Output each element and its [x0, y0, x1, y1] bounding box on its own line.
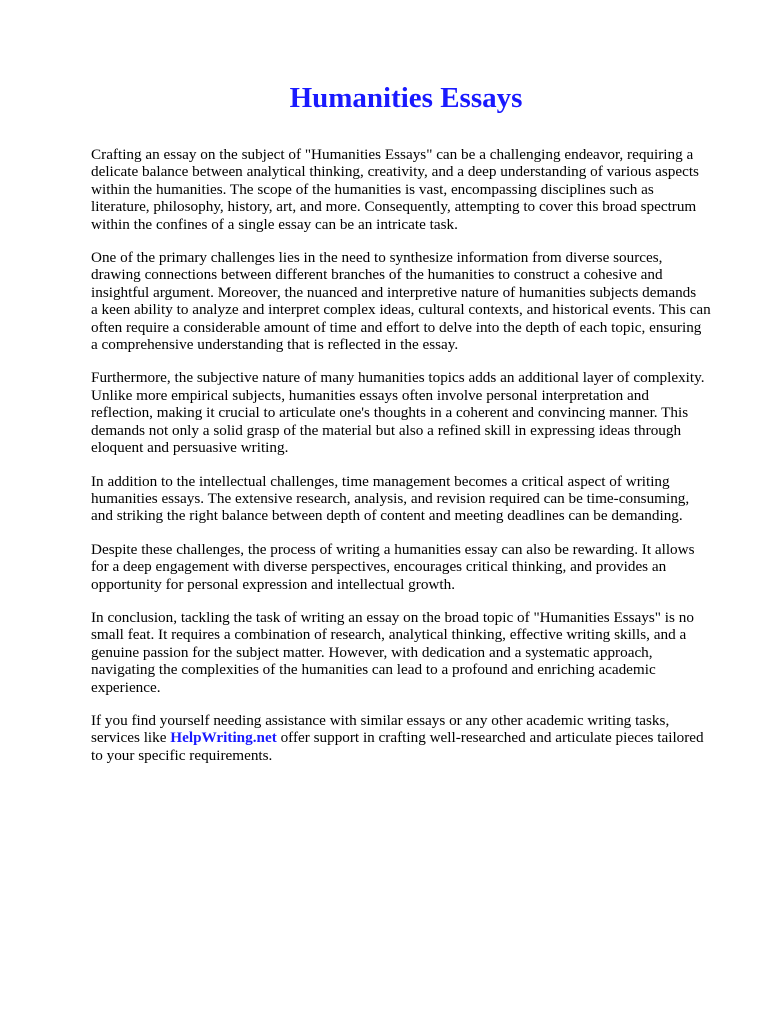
paragraph-line: literature, philosophy, history, art, and more. Consequently, attempting to cover this broad spectrum [91, 198, 697, 216]
closing-text-after-link: offer support in crafting well-researched and articulate pieces tailored [276, 729, 704, 747]
paragraph-line: delicate balance between analytical thinking, creativity, and a deep understanding of various aspects [91, 163, 699, 181]
paragraph-line: In addition to the intellectual challenges, time management becomes a critical aspect of writing [91, 472, 670, 490]
paragraph-line: drawing connections between different branches of the humanities to construct a cohesive and [91, 266, 663, 284]
paragraph-line: often require a considerable amount of time and effort to delve into the depth of each topic, ensuring [91, 318, 702, 336]
closing-paragraph [91, 712, 731, 764]
paragraph-line: Crafting an essay on the subject of "Humanities Essays" can be a challenging endeavor, requiring a [91, 146, 694, 163]
paragraph-2 [91, 249, 731, 353]
paragraph-line: genuine passion for the subject matter. However, with dedication and a systematic approach, [91, 643, 653, 661]
helpwriting-link[interactable]: HelpWriting.net [170, 729, 277, 747]
paragraph-line: insightful argument. Moreover, the nuanced and interpretive nature of humanities subjects demands [91, 283, 697, 301]
paragraph-6 [91, 609, 731, 696]
paragraph-line: small feat. It requires a combination of research, analytical thinking, effective writing skills, and a [91, 626, 687, 644]
paragraph-line: If you find yourself needing assistance with similar essays or any other academic writing tasks, [91, 711, 670, 729]
paragraph-5 [91, 541, 731, 593]
paragraph-line: Furthermore, the subjective nature of many humanities topics adds an additional layer of complexity. [91, 369, 705, 387]
paragraph-line: Unlike more empirical subjects, humanities essays often involve personal interpretation and [91, 386, 649, 404]
paragraph-line: eloquent and persuasive writing. [91, 439, 289, 457]
paragraph-line: and striking the right balance between depth of content and meeting deadlines can be demanding. [91, 507, 683, 525]
paragraph-4 [91, 473, 731, 525]
paragraph-line-with-link [91, 729, 731, 746]
paragraph-line: demands not only a solid grasp of the material but also a refined skill in expressing ideas through [91, 421, 682, 439]
paragraph-line: within the humanities. The scope of the humanities is vast, encompassing disciplines such as [91, 180, 654, 198]
paragraph-3 [91, 369, 731, 456]
paragraph-line: a comprehensive understanding that is reflected in the essay. [91, 336, 459, 354]
paragraph-1 [91, 146, 731, 233]
paragraph-line: In conclusion, tackling the task of writing an essay on the broad topic of "Humanities Essays" is no [91, 608, 694, 626]
paragraph-line: opportunity for personal expression and intellectual growth. [91, 575, 455, 593]
paragraph-line: for a deep engagement with diverse perspectives, encourages critical thinking, and provides an [91, 558, 667, 576]
paragraph-line: humanities essays. The extensive research, analysis, and revision required can be time-consuming, [91, 489, 690, 507]
paragraph-line: One of the primary challenges lies in the need to synthesize information from diverse sources, [91, 249, 663, 267]
document-title: Humanities Essays [289, 82, 523, 114]
closing-text-before-link: services like [91, 729, 171, 747]
paragraph-line: a keen ability to analyze and interpret complex ideas, cultural contexts, and historical events. This can [91, 301, 711, 319]
paragraph-line: Despite these challenges, the process of writing a humanities essay can also be rewarding. It allows [91, 540, 695, 558]
document-body [91, 146, 731, 780]
paragraph-line: navigating the complexities of the humanities can lead to a profound and enriching academic [91, 661, 656, 679]
paragraph-line: to your specific requirements. [91, 746, 273, 764]
paragraph-line: reflection, making it crucial to articulate one's thoughts in a coherent and convincing manner. This [91, 404, 689, 422]
paragraph-line: within the confines of a single essay can be an intricate task. [91, 215, 458, 233]
paragraph-line: experience. [91, 678, 161, 696]
